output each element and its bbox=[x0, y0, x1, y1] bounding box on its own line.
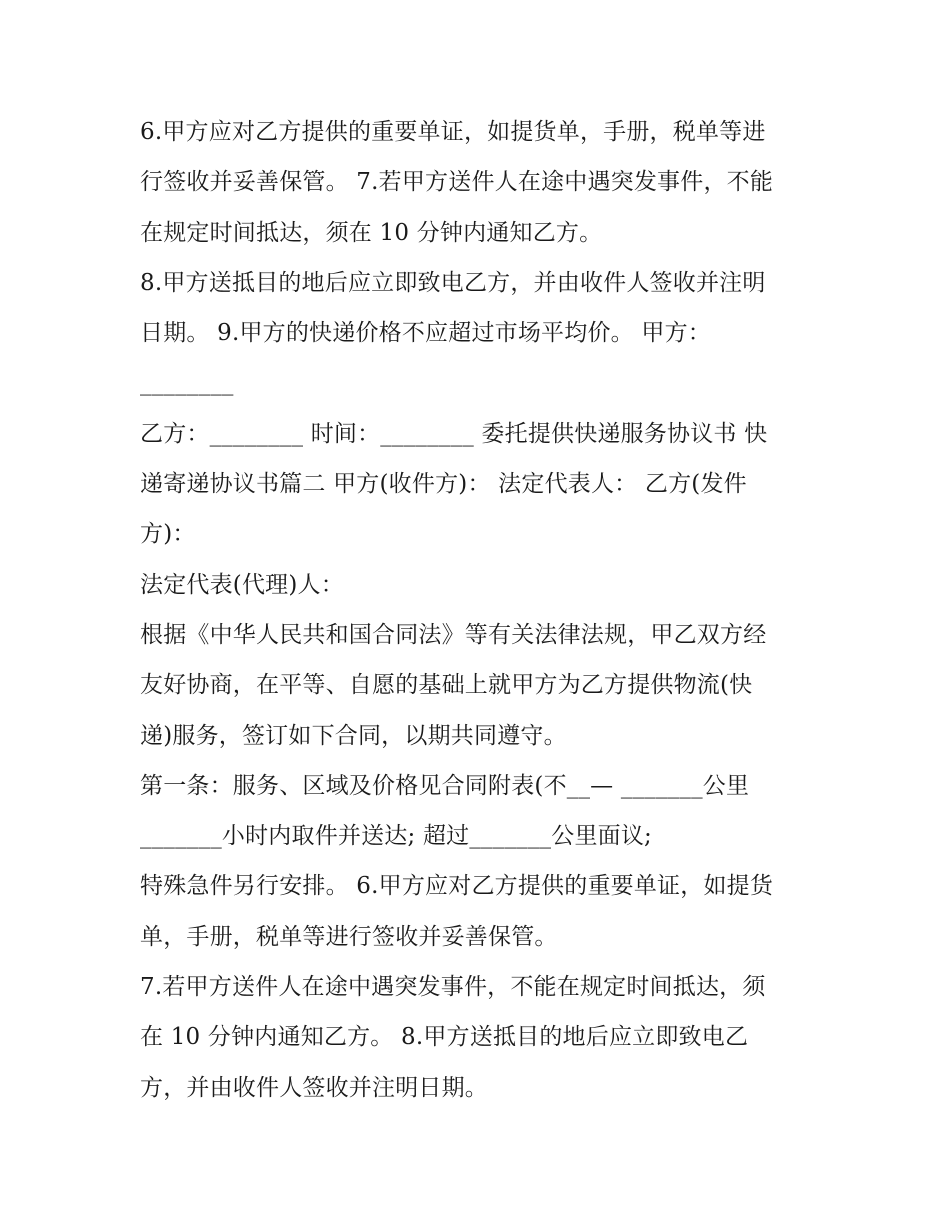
text-line: 在规定时间抵达，须在 10 分钟内通知乙方。 bbox=[140, 219, 603, 246]
text-line: 根据《中华人民共和国合同法》等有关法律法规，甲乙双方经 bbox=[140, 621, 767, 648]
text-line: 7.若甲方送件人在途中遇突发事件，不能在规定时间抵达，须 bbox=[140, 974, 766, 1001]
text-line: 方)： bbox=[140, 521, 196, 548]
text-line: 日期。 9.甲方的快递价格不应超过市场平均价。 甲方： bbox=[140, 320, 711, 347]
text-line: 6.甲方应对乙方提供的重要单证，如提货单，手册，税单等进 bbox=[140, 119, 766, 145]
text-line: 乙方：________ 时间：________ 委托提供快递服务协议书 快 bbox=[140, 420, 768, 447]
document-body bbox=[140, 107, 820, 1113]
text-line: _______小时内取件并送达; 超过_______公里面议; bbox=[140, 823, 653, 850]
text-line: 递)服务，签订如下合同，以期共同遵守。 bbox=[140, 722, 567, 749]
text-line: 行签收并妥善保管。 7.若甲方送件人在途中遇突发事件，不能 bbox=[140, 169, 774, 196]
text-line: 8.甲方送抵目的地后应立即致电乙方，并由收件人签收并注明 bbox=[140, 269, 766, 296]
text-line: 方，并由收件人签收并注明日期。 bbox=[140, 1074, 488, 1101]
text-line: 法定代表(代理)人： bbox=[140, 571, 344, 598]
text-line: 在 10 分钟内通知乙方。 8.甲方送抵目的地后应立即致电乙 bbox=[140, 1024, 749, 1051]
text-line: 特殊急件另行安排。 6.甲方应对乙方提供的重要单证，如提货 bbox=[140, 873, 774, 900]
text-line: 第一条：服务、区域及价格见合同附表(不__— _______公里 bbox=[140, 772, 750, 799]
text-line: 递寄递协议书篇二 甲方(收件方)： 法定代表人： 乙方(发件 bbox=[140, 471, 747, 498]
signature-blank-line: ________ bbox=[140, 370, 234, 397]
text-line: 单，手册，税单等进行签收并妥善保管。 bbox=[140, 923, 558, 950]
text-line: 友好协商，在平等、自愿的基础上就甲方为乙方提供物流(快 bbox=[140, 672, 753, 699]
